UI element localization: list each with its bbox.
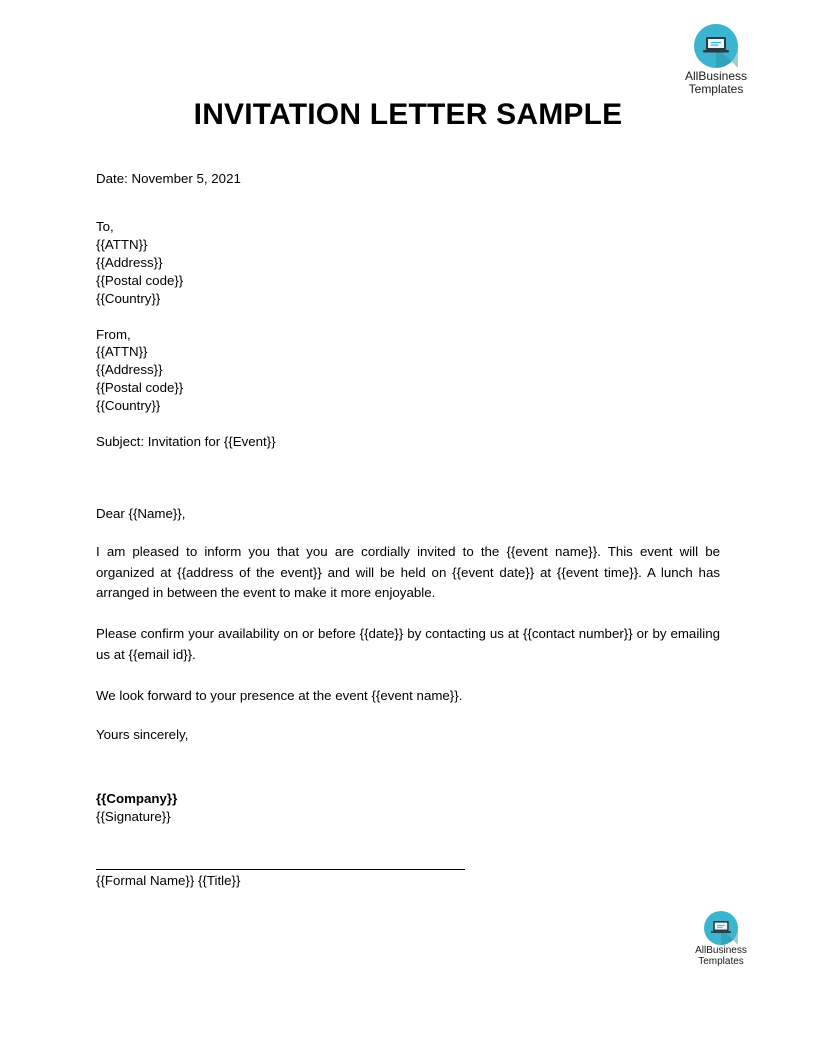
closing: Yours sincerely,	[96, 727, 189, 742]
salutation: Dear {{Name}},	[96, 506, 186, 521]
brand-line-2: Templates	[688, 81, 744, 96]
brand-line-1: AllBusiness	[684, 69, 748, 83]
brand-line-1: AllBusiness	[695, 945, 747, 956]
body-paragraph-3: We look forward to your presence at the event {{event name}}.	[96, 688, 463, 703]
date-line: Date: November 5, 2021	[96, 171, 241, 186]
from-address: {{Address}}	[96, 362, 163, 377]
brand-logo-bottom	[690, 911, 752, 967]
to-label: To,	[96, 219, 114, 234]
laptop-icon	[704, 911, 738, 945]
company-name: {{Company}}	[96, 791, 178, 806]
formal-name-title: {{Formal Name}} {{Title}}	[96, 873, 241, 888]
brand-logo-top	[680, 24, 752, 95]
signature-line	[96, 869, 465, 870]
to-address: {{Address}}	[96, 255, 163, 270]
brand-name	[680, 70, 752, 95]
brand-line-2: Templates	[698, 955, 744, 967]
signature-placeholder: {{Signature}}	[96, 809, 171, 824]
from-postal-code: {{Postal code}}	[96, 380, 184, 395]
from-label: From,	[96, 327, 131, 342]
body-paragraph-2: Please confirm your availability on or before {{date}} by contacting us at {{contact number}} or by emailing us at {{email id}}.	[96, 626, 720, 662]
to-country: {{Country}}	[96, 291, 161, 306]
to-postal-code: {{Postal code}}	[96, 273, 184, 288]
to-attn: {{ATTN}}	[96, 237, 148, 252]
page-title: INVITATION LETTER SAMPLE	[193, 98, 623, 131]
from-attn: {{ATTN}}	[96, 344, 148, 359]
from-country: {{Country}}	[96, 398, 161, 413]
body-paragraph-1: I am pleased to inform you that you are cordially invited to the {{event name}}. This event will be organized at {{address of the event}} and will be held on {{event date}} at {{event time}}. A lunch has arranged in between the event to make it more enjoyable.	[96, 544, 720, 600]
subject-line: Subject: Invitation for {{Event}}	[96, 434, 276, 449]
laptop-icon	[694, 24, 738, 68]
brand-name	[690, 946, 752, 967]
